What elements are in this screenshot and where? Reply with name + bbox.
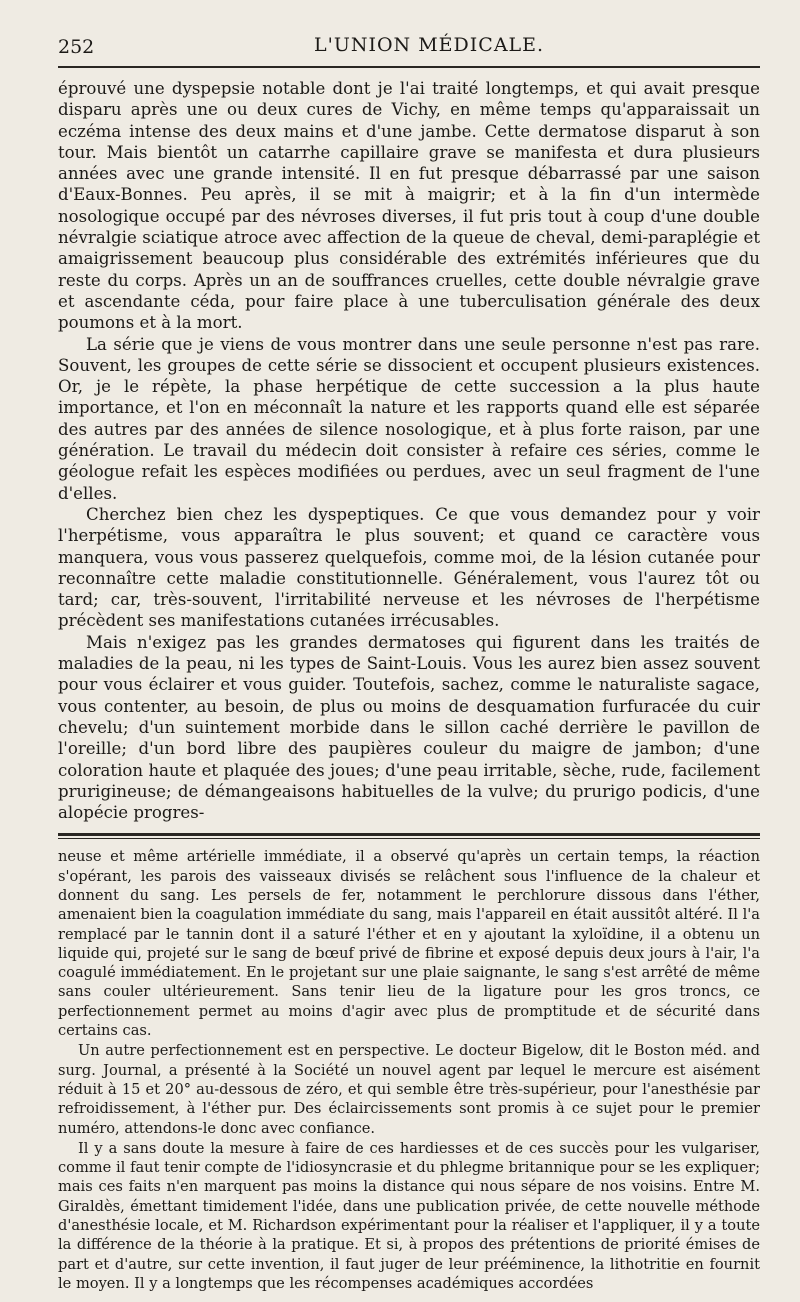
- main-text: [58, 78, 760, 823]
- note-paragraph: Un autre perfectionnement est en perspective. Le docteur Bigelow, dit le Boston méd. and surg. Journal, a présenté à la Société un nouvel agent par lequel le mercure est aisément réduit à 15 et 20° au-dessous de zéro, et qui semble être très-supérieur, pour l'anesthésie par refroidissement, à l'éther pur. Des éclaircissements sont promis à ce sujet pour le premier numéro, attendons-le donc avec confiance.: [58, 1042, 760, 1137]
- main-paragraph: La série que je viens de vous montrer dans une seule personne n'est pas rare. Souvent, les groupes de cette série se dissocient et occupent plusieurs existences. Or, je le répète, la phase herpétique de cette succession a la plus haute importance, et l'on en méconnaît la nature et les rapports quand elle est séparée des autres par des années de silence nosologique, et à plus forte raison, par une génération. Le travail du médecin doit consister à refaire ces séries, comme le géologue refait les espèces modifiées ou perdues, avec un seul fragment de l'une d'elles.: [58, 334, 760, 503]
- running-title: L'UNION MÉDICALE.: [314, 34, 545, 56]
- main-paragraph: éprouvé une dyspepsie notable dont je l'ai traité longtemps, et qui avait presque disparu après une ou deux cures de Vichy, en même temps qu'apparaissait un eczéma intense des deux mains et d'une jambe. Cette dermatose disparut à son tour. Mais bientôt un catarrhe capillaire grave se manifesta et dura plusieurs années avec une grande intensité. Il en fut presque débarrassé par une saison d'Eaux-Bonnes. Peu après, il se mit à maigrir; et à la fin d'un intermède nosologique occupé par des névroses diverses, il fut pris tout à coup d'une double névralgie sciatique atroce avec affection de la queue de cheval, demi-paraplégie et amaigrissement beaucoup plus considérable des extrémités inférieures que du reste du corps. Après un an de souffrances cruelles, cette double névralgie grave et ascendante céda, pour faire place à une tuberculisation générale des deux poumons et à la mort.: [58, 79, 760, 333]
- main-paragraph: Mais n'exigez pas les grandes dermatoses qui figurent dans les traités de maladies de la peau, ni les types de Saint-Louis. Vous les aurez bien assez souvent pour vous éclairer et vous guider. Toutefois, sachez, comme le naturaliste sagace, vous contenter, au besoin, de plus ou moins de desquamation furfuracée du cuir chevelu; d'un suintement morbide dans le sillon caché derrière le pavillon de l'oreille; d'un bord libre des paupières couleur du maigre de jambon; d'une coloration haute et plaquée des joues; d'une peau irritable, sèche, rude, facilement prurigineuse; de démangeaisons habituelles de la vulve; du prurigo podicis, d'une alopécie progres-: [58, 632, 760, 823]
- footnote-text: [58, 847, 760, 1293]
- page-number: 252: [58, 36, 95, 58]
- footnote-separator: [58, 833, 760, 839]
- main-paragraph: Cherchez bien chez les dyspeptiques. Ce que vous demandez pour y voir l'herpétisme, vous apparaîtra le plus souvent; et quand ce caractère vous manquera, vous vous passerez quelquefois, comme moi, de la lésion cutanée pour reconnaître cette maladie constitutionnelle. Généralement, vous l'aurez tôt ou tard; car, très-souvent, l'irritabilité nerveuse et les névroses de l'herpétisme précèdent ses manifestations cutanées irrécusables.: [58, 504, 760, 631]
- note-paragraph: Il y a sans doute la mesure à faire de ces hardiesses et de ces succès pour les vulgariser, comme il faut tenir compte de l'idiosyncrasie et du phlegme britannique pour se les expliquer; mais ces faits n'en marquent pas moins la distance qui nous sépare de nos voisins. Entre M. Giraldès, émettant timidement l'idée, dans une publication privée, de cette nouvelle méthode d'anesthésie locale, et M. Richardson expérimentant pour la réaliser et l'appliquer, il y a toute la différence de la théorie à la pratique. Et si, à propos des prétentions de priorité émises de part et d'autre, sur cette invention, il faut juger de leur prééminence, la lithotritie en fournit le moyen. Il y a longtemps que les récompenses académiques accordées: [58, 1139, 760, 1292]
- note-paragraph: neuse et même artérielle immédiate, il a observé qu'après un certain temps, la réaction s'opérant, les parois des vaisseaux divisés se relâchent sous l'influence de la chaleur et donnent du sang. Les persels de fer, notamment le perchlorure dissous dans l'éther, amenaient bien la coagulation immédiate du sang, mais l'appareil en était aussitôt altéré. Il l'a remplacé par le tannin dont il a saturé l'éther et en y ajoutant la xyloïdine, il a obtenu un liquide qui, projeté sur le sang de bœuf privé de fibrine et exposé depuis deux jours à l'air, l'a coagulé immédiatement. En le projetant sur une plaie saignante, le sang s'est arrêté de même sans couler ultérieurement. Sans tenir lieu de la ligature pour les gros troncs, ce perfectionnement permet au moins d'agir avec plus de promptitude et de sécurité dans certains cas.: [58, 848, 760, 1040]
- header-rule: [58, 66, 760, 68]
- page-header: [58, 30, 760, 64]
